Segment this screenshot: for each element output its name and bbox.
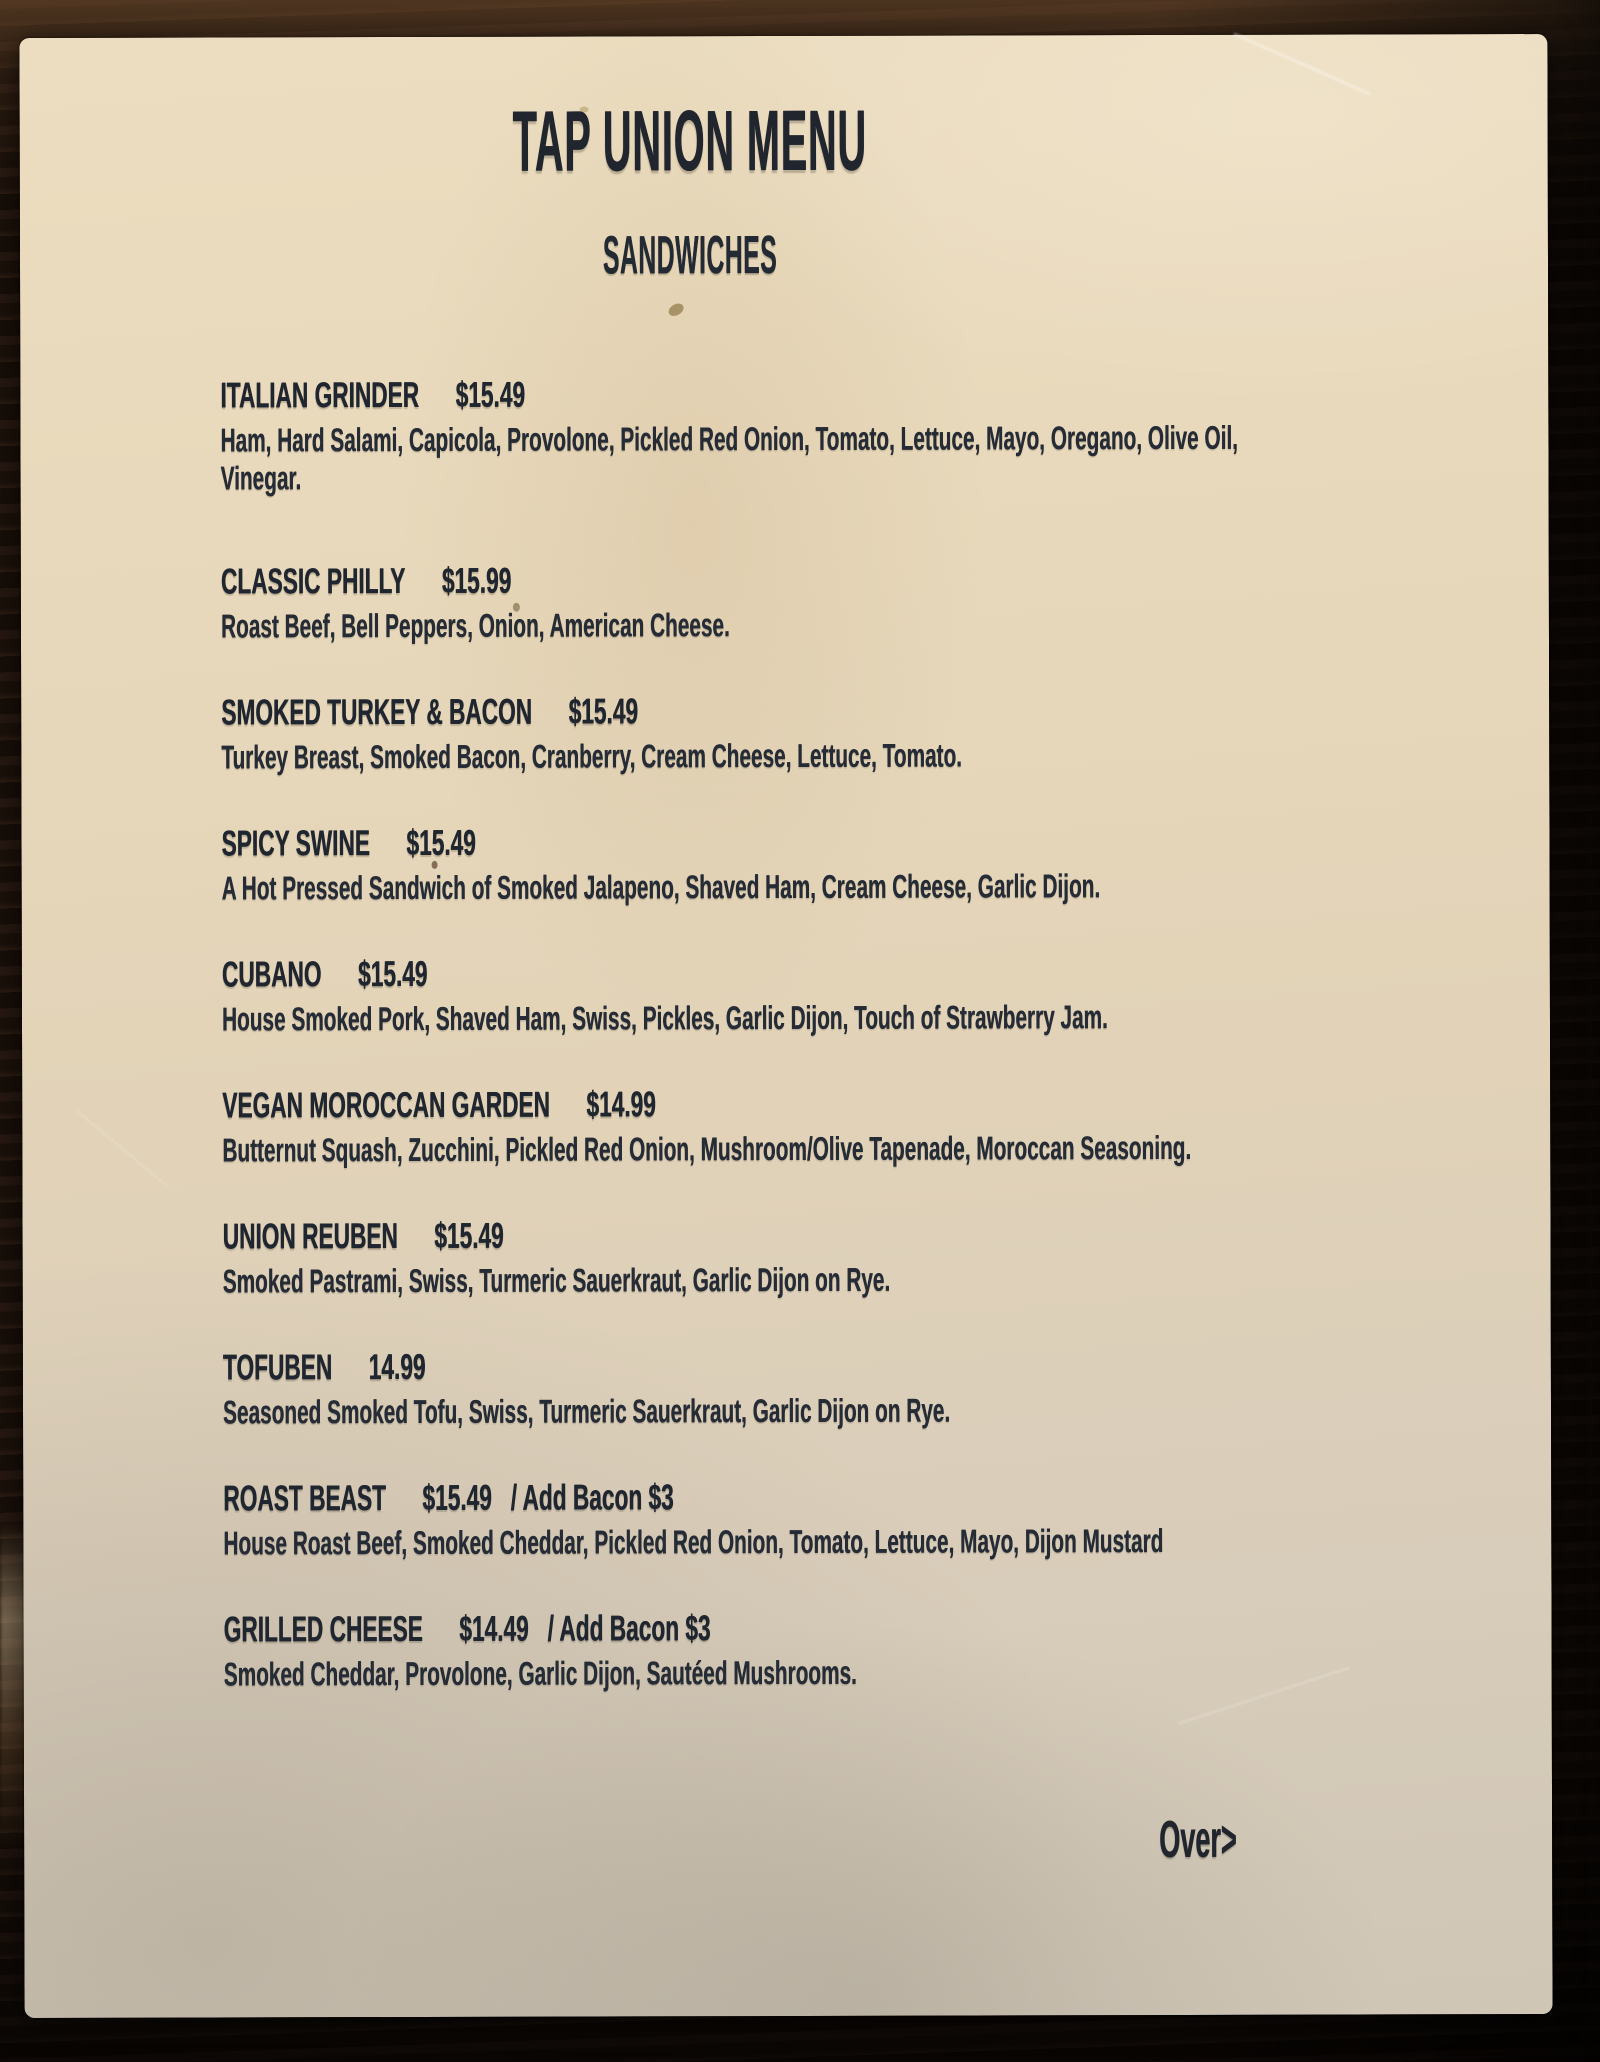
item-description: Seasoned Smoked Tofu, Swiss, Turmeric Sauerkraut, Garlic Dijon on Rye. bbox=[222, 1391, 951, 1431]
item-description: Turkey Breast, Smoked Bacon, Cranberry, Cream Cheese, Lettuce, Tomato. bbox=[221, 736, 962, 776]
item-description: A Hot Pressed Sandwich of Smoked Jalapeno, Shaved Ham, Cream Cheese, Garlic Dijon. bbox=[221, 867, 1101, 907]
menu-item bbox=[221, 821, 1292, 908]
item-description: Smoked Cheddar, Provolone, Garlic Dijon, Sautéed Mushrooms. bbox=[223, 1653, 857, 1693]
item-description: Butternut Squash, Zucchini, Pickled Red Onion, Mushroom/Olive Tapenade, Moroccan Seasoning. bbox=[222, 1128, 1192, 1169]
item-name: CLASSIC PHILLY bbox=[220, 559, 406, 602]
menu-item bbox=[224, 1607, 1295, 1694]
menu-content bbox=[19, 34, 1364, 2018]
menu-item bbox=[223, 1476, 1294, 1563]
menu-paper bbox=[19, 34, 1552, 2018]
menu-item bbox=[220, 373, 1291, 498]
item-description: Ham, Hard Salami, Capicola, Provolone, Pickled Red Onion, Tomato, Lettuce, Mayo, Oregano, Olive Oil, Vinegar. bbox=[220, 418, 1238, 497]
item-name: SMOKED TURKEY & BACON bbox=[221, 690, 533, 733]
menu-item bbox=[222, 1083, 1293, 1170]
item-header bbox=[221, 821, 1292, 864]
item-price: $15.49 bbox=[422, 1476, 492, 1518]
item-description: Roast Beef, Bell Peppers, Onion, American Cheese. bbox=[220, 606, 730, 645]
item-name: SPICY SWINE bbox=[221, 822, 370, 864]
item-price: $15.99 bbox=[441, 559, 512, 601]
item-header bbox=[220, 373, 1291, 416]
item-header bbox=[221, 559, 1292, 602]
menu-item bbox=[221, 559, 1292, 646]
item-name: GRILLED CHEESE bbox=[223, 1607, 423, 1650]
menu-subtitle: SANDWICHES bbox=[602, 225, 778, 286]
item-name: TOFUBEN bbox=[222, 1346, 333, 1388]
item-price: 14.99 bbox=[368, 1345, 426, 1388]
item-header bbox=[224, 1607, 1295, 1650]
item-price: $15.49 bbox=[434, 1214, 504, 1256]
menu-item bbox=[222, 952, 1293, 1039]
item-price: $14.99 bbox=[586, 1083, 656, 1125]
item-name: ROAST BEAST bbox=[223, 1477, 386, 1519]
item-description: House Roast Beef, Smoked Cheddar, Pickled Red Onion, Tomato, Lettuce, Mayo, Dijon Mustard bbox=[223, 1522, 1164, 1562]
item-header bbox=[222, 1083, 1293, 1126]
menu-item-list bbox=[220, 373, 1294, 1694]
item-price: $15.49 bbox=[455, 373, 525, 415]
item-header bbox=[222, 952, 1293, 995]
item-description: House Smoked Pork, Shaved Ham, Swiss, Pickles, Garlic Dijon, Touch of Strawberry Jam. bbox=[221, 998, 1108, 1038]
item-price: $15.49 bbox=[568, 690, 638, 732]
item-header bbox=[221, 690, 1292, 733]
item-price: $15.49 bbox=[357, 952, 428, 995]
menu-item bbox=[222, 1214, 1293, 1301]
item-addon: / Add Bacon $3 bbox=[510, 1476, 674, 1518]
item-name: UNION REUBEN bbox=[222, 1215, 398, 1257]
item-description: Smoked Pastrami, Swiss, Turmeric Sauerkraut, Garlic Dijon on Rye. bbox=[222, 1260, 891, 1300]
menu-item bbox=[223, 1345, 1294, 1432]
item-price: $15.49 bbox=[406, 821, 476, 863]
menu-item bbox=[221, 690, 1292, 777]
item-name: ITALIAN GRINDER bbox=[220, 373, 420, 416]
menu-title: TAP UNION MENU bbox=[512, 92, 867, 190]
item-addon: / Add Bacon $3 bbox=[547, 1607, 711, 1649]
over-footer: Over> bbox=[1159, 1810, 1237, 1870]
item-name: VEGAN MOROCCAN GARDEN bbox=[222, 1083, 550, 1126]
item-header bbox=[222, 1214, 1293, 1257]
item-header bbox=[223, 1476, 1294, 1519]
item-name: CUBANO bbox=[221, 953, 322, 995]
item-price: $14.49 bbox=[459, 1607, 529, 1649]
item-header bbox=[223, 1345, 1294, 1388]
